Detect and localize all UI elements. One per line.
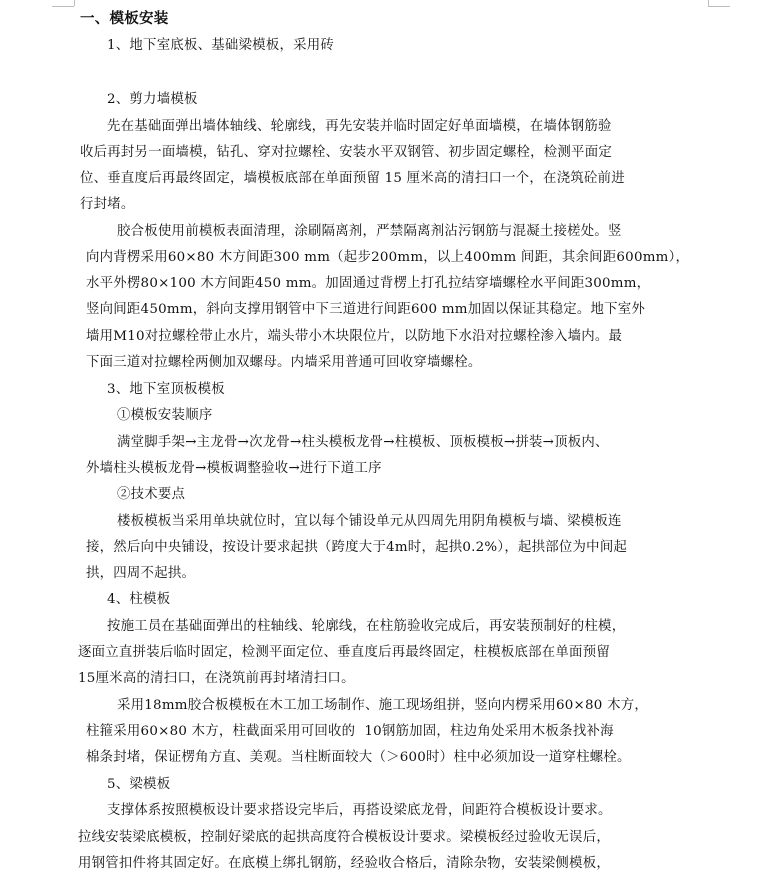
subheading-1: 1、地下室底板、基础梁模板，采用砖 (107, 38, 335, 53)
sub-subheading: ①模板安装顺序 (117, 408, 213, 423)
paragraph-line: 胶合板使用前模板表面清理，涂刷隔离剂，严禁隔离剂沾污钢筋与混凝土接槎处。竖 (117, 224, 622, 239)
paragraph-line: 满堂脚手架→主龙骨→次龙骨→柱头模板龙骨→柱模板、顶板模板→拼装→顶板内、 (117, 435, 609, 450)
paragraph-line: 15厘米高的清扫口，在浇筑前再封堵清扫口。 (78, 671, 355, 686)
subheading-3: 3、地下室顶板模板 (107, 382, 225, 397)
paragraph-line: 墙用M10对拉螺栓带止水片，端头带小木块限位片，以防地下水沿对拉螺栓渗入墙内。最 (86, 329, 623, 344)
subheading-4: 4、柱模板 (107, 592, 171, 607)
paragraph-line: 向内背楞采用60×80 木方间距300 mm（起步200mm，以上400mm 间距，其余间距600mm）， (86, 250, 690, 265)
paragraph-line: 位、垂直度后再最终固定，墙模板底部在单面预留 15 厘米高的清扫口一个，在浇筑砼前进 (80, 171, 625, 186)
sub-subheading: ②技术要点 (117, 487, 186, 502)
paragraph-line: 先在基础面弹出墙体轴线、轮廓线，再先安装并临时固定好单面墙模，在墙体钢筋验 (107, 119, 612, 134)
paragraph-line: 竖向间距450mm，斜向支撑用钢管中下三道进行间距600 mm加固以保证其稳定。地下室外 (86, 302, 646, 317)
paragraph-line: 支撑体系按照模板设计要求搭设完毕后，再搭设梁底龙骨，间距符合模板设计要求。 (107, 803, 612, 818)
section-heading: 一、模板安装 (80, 10, 169, 27)
paragraph-line: 采用18mm胶合板模板在木工加工场制作、施工现场组拼，竖向内楞采用60×80 木方， (117, 698, 648, 713)
paragraph-line: 用钢管扣件将其固定好。在底模上绑扎钢筋，经验收合格后，清除杂物，安装梁侧模板， (78, 856, 610, 871)
paragraph-line: 柱箍采用60×80 木方，柱截面采用可回收的 10钢筋加固，柱边角处采用木板条找补海 (86, 724, 614, 739)
paragraph-line: 逐面立直拼装后临时固定，检测平面定位、垂直度后再最终固定，柱模板底部在单面预留 (78, 645, 610, 660)
paragraph-line: 外墙柱头模板龙骨→模板调整验收→进行下道工序 (86, 461, 382, 476)
paragraph-line: 棉条封堵，保证楞角方直、美观。当柱断面较大（＞600时）柱中必须加设一道穿柱螺栓。 (86, 750, 631, 765)
paragraph-line: 拱，四周不起拱。 (86, 566, 196, 581)
paragraph-line: 行封堵。 (80, 197, 135, 212)
subheading-5: 5、梁模板 (107, 777, 171, 792)
paragraph-line: 水平外楞80×100 木方间距450 mm。加固通过背楞上打孔拉结穿墙螺栓水平间距300mm， (86, 276, 651, 291)
paragraph-line: 按施工员在基础面弹出的柱轴线、轮廓线，在柱筋验收完成后，再安装预制好的柱模， (107, 619, 626, 634)
paragraph-line: 接，然后向中央铺设，按设计要求起拱（跨度大于4m时，起拱0.2%），起拱部位为中间起 (86, 540, 628, 555)
paragraph-line: 下面三道对拉螺栓两侧加双螺母。内墙采用普通可回收穿墙螺栓。 (86, 355, 482, 370)
paragraph-line: 收后再封另一面墙模，钻孔、穿对拉螺栓、安装水平双钢管、初步固定螺栓，检测平面定 (80, 145, 612, 160)
subheading-2: 2、剪力墙模板 (107, 92, 198, 107)
paragraph-line: 拉线安装梁底模板，控制好梁底的起拱高度符合模板设计要求。梁模板经过验收无误后， (78, 830, 610, 845)
paragraph-line: 楼板模板当采用单块就位时，宜以每个铺设单元从四周先用阴角模板与墙、梁模板连 (117, 514, 622, 529)
